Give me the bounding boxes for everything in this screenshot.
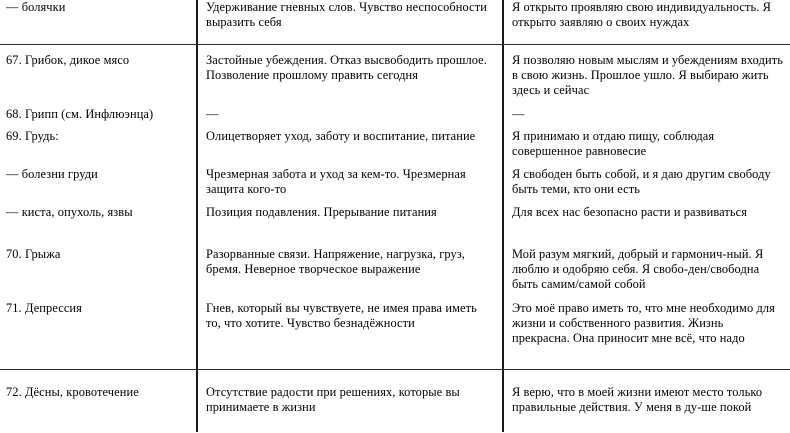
cause-text: Удерживание гневных слов. Чувство неспособности выразить себя [206,0,487,30]
affirmation-text: Для всех нас безопасно расти и развиваться [512,205,748,219]
table-row [0,53,790,107]
cell-problem [0,0,196,44]
cell-cause [196,247,502,301]
cell-cause [196,0,502,44]
row-gap [196,44,502,53]
cell-affirmation [502,247,790,301]
cell-problem [0,385,196,433]
cell-problem [0,167,196,205]
problem-text: — болячки [6,0,66,14]
cell-affirmation [502,167,790,205]
table-row [0,0,790,44]
row-gap [502,44,790,53]
cell-affirmation [502,107,790,129]
affirmation-text: Я открыто проявляю свою индивидуальность. Я открыто заявляю о своих нуждах [512,0,772,30]
problem-text: 68. Грипп (см. Инфлюэнца) [6,107,154,121]
affirmation-text: Я свободен быть собой, и я даю другим свободу быть теми, кто они есть [512,167,771,197]
problem-text: 72. Дёсны, кровотечение [6,385,139,399]
cell-problem [0,107,196,129]
problem-text: — болезни груди [6,167,98,181]
cause-text: Разорванные связи. Напряжение, нагрузка, груз, бремя. Неверное творческое выражение [206,247,466,277]
cell-cause [196,385,502,433]
table-row [0,301,790,371]
table-row [0,385,790,433]
row-gap [0,371,196,385]
cell-problem [0,301,196,371]
cell-problem [0,53,196,107]
cell-cause [196,107,502,129]
problem-text: 67. Грибок, дикое мясо [6,53,130,67]
table-row [0,107,790,129]
cause-text: Гнев, который вы чувствуете, не имея права иметь то, что хотите. Чувство безнадёжности [206,301,477,331]
cell-cause [196,301,502,371]
table-row [0,205,790,247]
cell-problem [0,247,196,301]
problem-text: 69. Грудь: [6,129,59,143]
table-row [0,44,790,53]
cell-affirmation [502,53,790,107]
cause-text: Застойные убеждения. Отказ высвободить прошлое. Позволение прошлому править сегодня [206,53,487,83]
affirmation-text: Мой разум мягкий, добрый и гармонич-ный. Я люблю и одобряю себя. Я свобо-ден/свободна быть самим/самой собой [512,247,764,292]
cell-cause [196,167,502,205]
row-gap [502,371,790,385]
affirmation-text: Я верю, что в моей жизни имеют место только правильные действия. У меня в ду-ше покой [512,385,763,415]
cause-text: Чрезмерная забота и уход за кем-то. Чрезмерная защита кого-то [206,167,466,197]
cell-affirmation [502,205,790,247]
affirmation-text: — [512,107,525,121]
table-row [0,247,790,301]
cause-text: Позиция подавления. Прерывание питания [206,205,437,219]
cause-text: Олицетворяет уход, заботу и воспитание, питание [206,129,476,143]
cell-problem [0,129,196,167]
cell-cause [196,129,502,167]
affirmation-text: Я позволяю новым мыслям и убеждениям входить в свою жизнь. Прошлое ушло. Я выбираю жить здесь и сейчас [512,53,784,98]
problem-text: 70. Грыжа [6,247,61,261]
row-gap [0,44,196,53]
cause-text: Отсутствие радости при решениях, которые вы принимаете в жизни [206,385,460,415]
affirmation-text: Я принимаю и отдаю пищу, соблюдая совершенное равновесие [512,129,715,159]
cell-affirmation [502,385,790,433]
cell-problem [0,205,196,247]
affirmation-text: Это моё право иметь то, что мне необходимо для жизни и собственного развития. Жизнь прекрасна. Она приносит мне всё, что надо [512,301,775,346]
cell-cause [196,53,502,107]
cause-text: — [206,107,219,121]
cell-affirmation [502,0,790,44]
problem-text: — киста, опухоль, язвы [6,205,133,219]
table-row [0,167,790,205]
cell-cause [196,205,502,247]
row-gap [196,371,502,385]
cell-affirmation [502,301,790,371]
table-row [0,129,790,167]
table-row [0,371,790,385]
cell-affirmation [502,129,790,167]
problem-text: 71. Депрессия [6,301,82,315]
